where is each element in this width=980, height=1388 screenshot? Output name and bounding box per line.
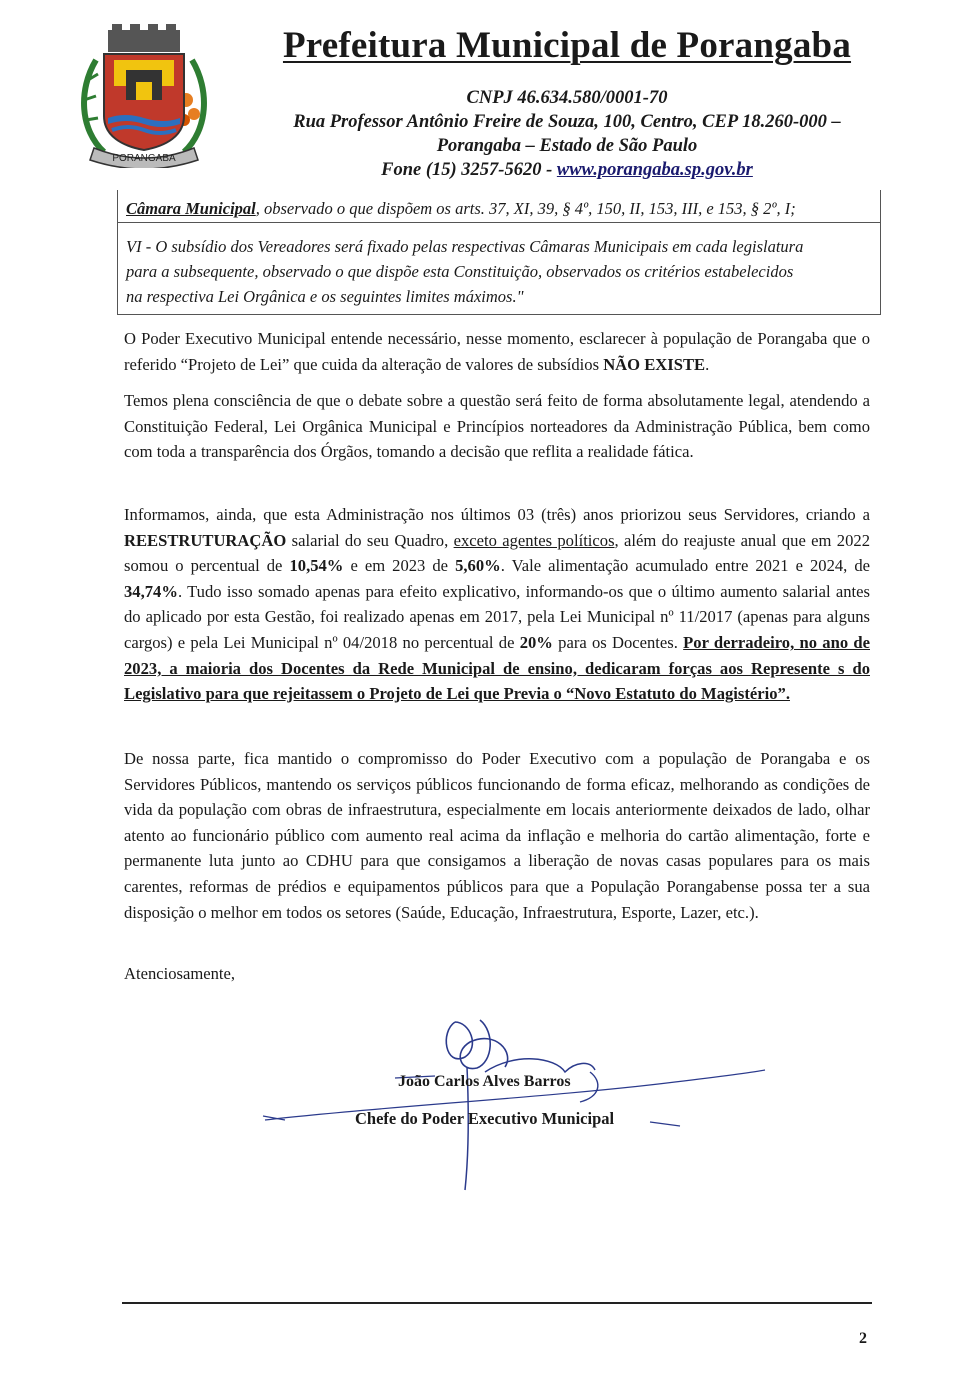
footer-divider <box>122 1302 872 1304</box>
quoted-law-box <box>117 190 881 315</box>
header-phone-text: Fone (15) 3257-5620 - <box>381 160 557 180</box>
p3-b3: 5,60% <box>455 556 501 576</box>
p3-t7: para os Docentes. <box>552 632 684 652</box>
quote-line-3: para a subsequente, observado o que dispõe esta Constituição, observados os critérios estabelecidos <box>126 262 794 281</box>
paragraph-1 <box>124 326 870 377</box>
p3-b1: REESTRUTURAÇÃO <box>124 530 287 550</box>
paragraph-3 <box>124 502 870 707</box>
page-title: Prefeitura Municipal de Porangaba <box>282 25 852 66</box>
paragraph-2: Temos plena consciência de que o debate sobre a questão será feito de forma absolutamente legal, atendendo a Constituição Federal, Lei Orgânica Municipal e Princípios norteadores da Administração Pública, bem como com toda a transparência dos Órgãos, tomando a decisão que reflita a realidade fática. <box>124 391 870 462</box>
quote-line-1 <box>126 196 878 221</box>
signatory-name: João Carlos Alves Barros <box>398 1073 571 1090</box>
quote-line-4: na respectiva Lei Orgânica e os seguintes limites máximos." <box>126 287 524 306</box>
paragraph-4: De nossa parte, fica mantido o compromisso do Poder Executivo com a população de Porangaba e os Servidores Públicos, mantendo os serviços públicos funcionando de forma eficaz, melhorando as condições de vida da população com obras de infraestrutura, especialmente em locais anteriormente deixados de lado, olhar atento ao funcionário público com aumento real acima da inflação e melhoria do cartão alimentação, forte e permanente luta junto ao CDHU para que consigamos a liberação de novas casas populares para os mais carentes, reformas de prédios e equipamentos públicos para que a População Porangabense possa ter a sua disposição o melhor em todos os setores (Saúde, Educação, Infraestrutura, Esporte, Lazer, etc.). <box>124 749 870 922</box>
municipal-crest-logo <box>74 20 214 168</box>
signatory-role: Chefe do Poder Executivo Municipal <box>355 1109 615 1128</box>
p3-t5: . Vale alimentação acumulado entre 2021 e 2024, de <box>500 556 871 576</box>
p3-t2: salarial do seu Quadro, <box>286 530 454 550</box>
p3-t3: , além do reajuste anual que em 2022 somou o percentual de <box>124 530 870 576</box>
header-address-line2: Porangaba – Estado de São Paulo <box>436 136 698 156</box>
p3-t4: e em 2023 de <box>343 556 456 576</box>
quote-line-2: VI - O subsídio dos Vereadores será fixado pelas respectivas Câmaras Municipais em cada legislatura <box>126 237 804 256</box>
handwritten-signature <box>255 1012 775 1197</box>
quote-line-1-rest: , observado o que dispõem os arts. 37, XI, 39, § 4º, 150, II, 153, III, e 153, § 2º, I; <box>255 199 796 218</box>
paragraph-1-end: . <box>705 354 710 374</box>
paragraph-1-text: O Poder Executivo Municipal entende necessário, nesse momento, esclarecer à população de Porangaba que o referido “Projeto de Lei” que cuida da alteração de valores de subsídios <box>124 329 870 374</box>
paragraph-1-bold: NÃO EXISTE <box>603 354 706 374</box>
p3-b5: 20% <box>519 632 553 652</box>
header-address-line1: Rua Professor Antônio Freire de Souza, 100, Centro, CEP 18.260-000 – <box>293 112 841 132</box>
page-number: 2 <box>859 1330 867 1347</box>
p3-u1: exceto agentes políticos <box>453 530 615 550</box>
header-cnpj: CNPJ 46.634.580/0001-70 <box>466 88 668 108</box>
p3-t6: . Tudo isso somado apenas para efeito explicativo, informando-os que o último aumento salarial antes do aplicado por esta Gestão, foi realizado apenas em 2017, pela Lei Municipal nº 11/2017 (apenas para alguns cargos) e pela Lei Municipal nº 04/2018 no percentual de <box>124 581 870 652</box>
crest-ribbon-text: PORANGABA <box>112 153 176 164</box>
quote-camara-municipal: Câmara Municipal <box>126 199 256 218</box>
p3-t1: Informamos, ainda, que esta Administração nos últimos 03 (três) anos priorizou seus Servidores, criando a <box>124 505 870 524</box>
quote-divider <box>118 222 880 223</box>
p3-b2: 10,54% <box>289 556 344 576</box>
p3-bold-underlined: Por derradeiro, no ano de 2023, a maioria dos Docentes da Rede Municipal de ensino, dedicaram forças aos Represente s do Legislativo para que rejeitassem o Projeto de Lei que Previa o “Novo Estatuto do Magistério”. <box>124 632 870 704</box>
header-phone <box>262 160 872 181</box>
header-website-link[interactable]: www.porangaba.sp.gov.br <box>556 160 753 180</box>
closing-text: Atenciosamente, <box>124 964 236 983</box>
p3-b4: 34,74% <box>124 581 178 601</box>
